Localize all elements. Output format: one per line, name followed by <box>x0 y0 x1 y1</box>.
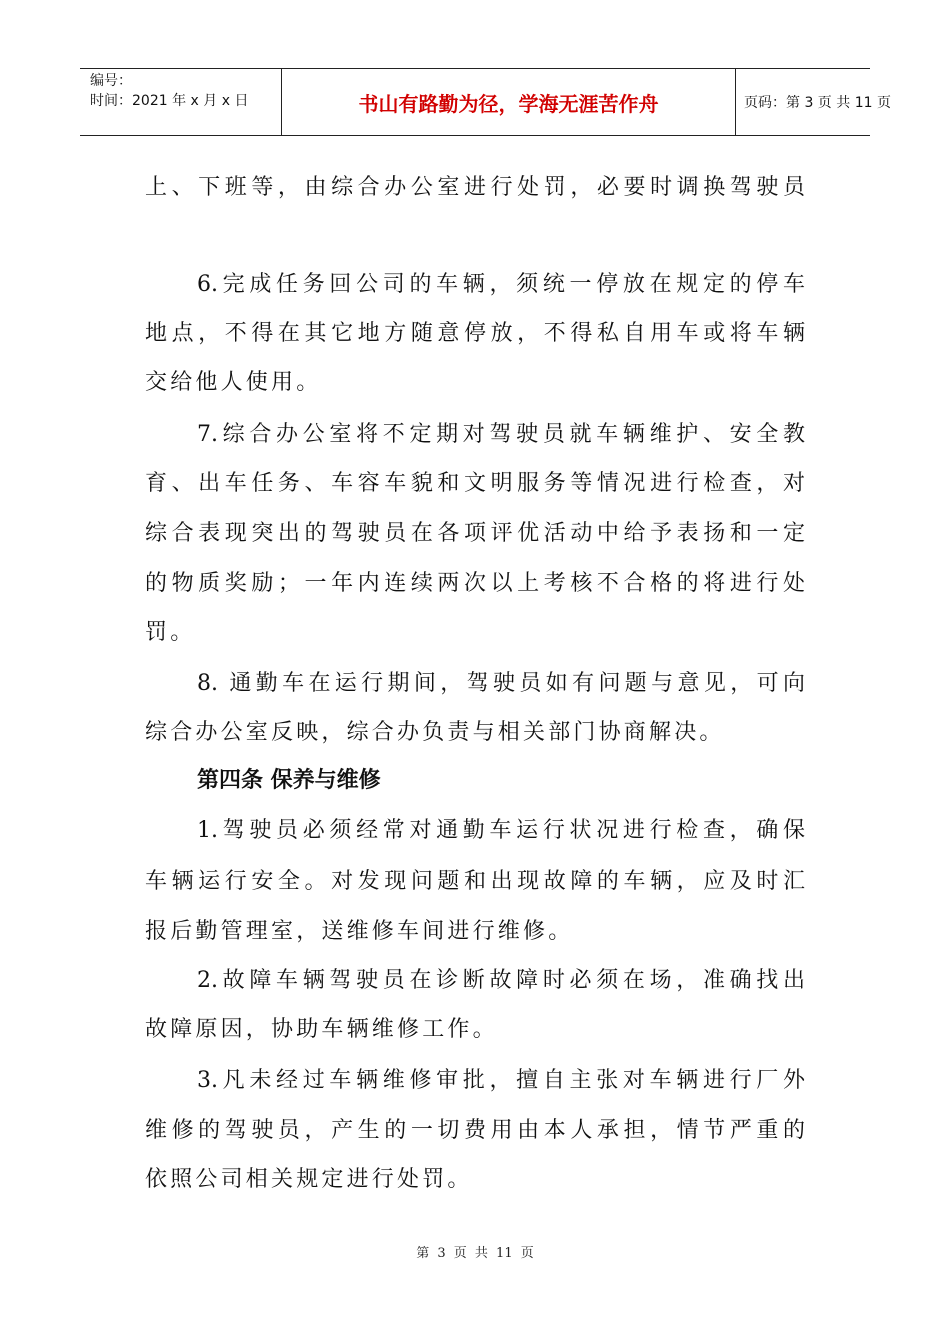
header-motto-cell <box>282 69 736 135</box>
text-line: 维修的驾驶员，产生的一切费用由本人承担，情节严重的 <box>145 1118 805 1143</box>
text-line: 依照公司相关规定进行处罚。 <box>145 1167 473 1192</box>
text-line: 罚。 <box>145 620 196 645</box>
text-line: 故障原因，协助车辆维修工作。 <box>145 1017 498 1042</box>
text-line: 地点，不得在其它地方随意停放，不得私自用车或将车辆 <box>145 321 805 346</box>
page-footer: 第 3 页 共 11 页 <box>416 1246 534 1261</box>
page-header <box>80 68 891 136</box>
text-line: 的物质奖励；一年内连续两次以上考核不合格的将进行处 <box>145 571 805 596</box>
text-line: 综合办公室反映，综合办负责与相关部门协商解决。 <box>145 720 725 745</box>
text-line: 6.完成任务回公司的车辆，须统一停放在规定的停车 <box>197 272 805 297</box>
text-line: 1.驾驶员必须经常对通勤车运行状况进行检查，确保 <box>197 818 805 843</box>
section-heading: 第四条 保养与维修 <box>197 768 381 793</box>
code-label: 编号： <box>90 73 132 89</box>
text-line: 3.凡未经过车辆维修审批，擅自主张对车辆进行厂外 <box>197 1068 805 1093</box>
text-line: 车辆运行安全。对发现问题和出现故障的车辆，应及时汇 <box>145 869 805 894</box>
text-line: 2.故障车辆驾驶员在诊断故障时必须在场，准确找出 <box>197 968 805 993</box>
time-label: 时间：2021 年 x 月 x 日 <box>90 93 249 109</box>
text-line: 8. 通勤车在运行期间，驾驶员如有问题与意见，可向 <box>197 671 805 696</box>
motto: 书山有路勤为径，学海无涯苦作舟 <box>358 92 659 116</box>
text-line: 综合表现突出的驾驶员在各项评优活动中给予表扬和一定 <box>145 521 805 546</box>
header-page-cell <box>736 69 891 135</box>
text-line: 上、下班等，由综合办公室进行处罚，必要时调换驾驶员 <box>145 175 805 200</box>
header-meta-cell <box>80 69 282 135</box>
text-line: 育、出车任务、车容车貌和文明服务等情况进行检查，对 <box>145 471 805 496</box>
text-line: 报后勤管理室，送维修车间进行维修。 <box>145 919 574 944</box>
text-line: 交给他人使用。 <box>145 370 322 395</box>
text-line: 7.综合办公室将不定期对驾驶员就车辆维护、安全教 <box>197 422 805 447</box>
header-page-info: 页码：第 3 页 共 11 页 <box>744 95 891 111</box>
